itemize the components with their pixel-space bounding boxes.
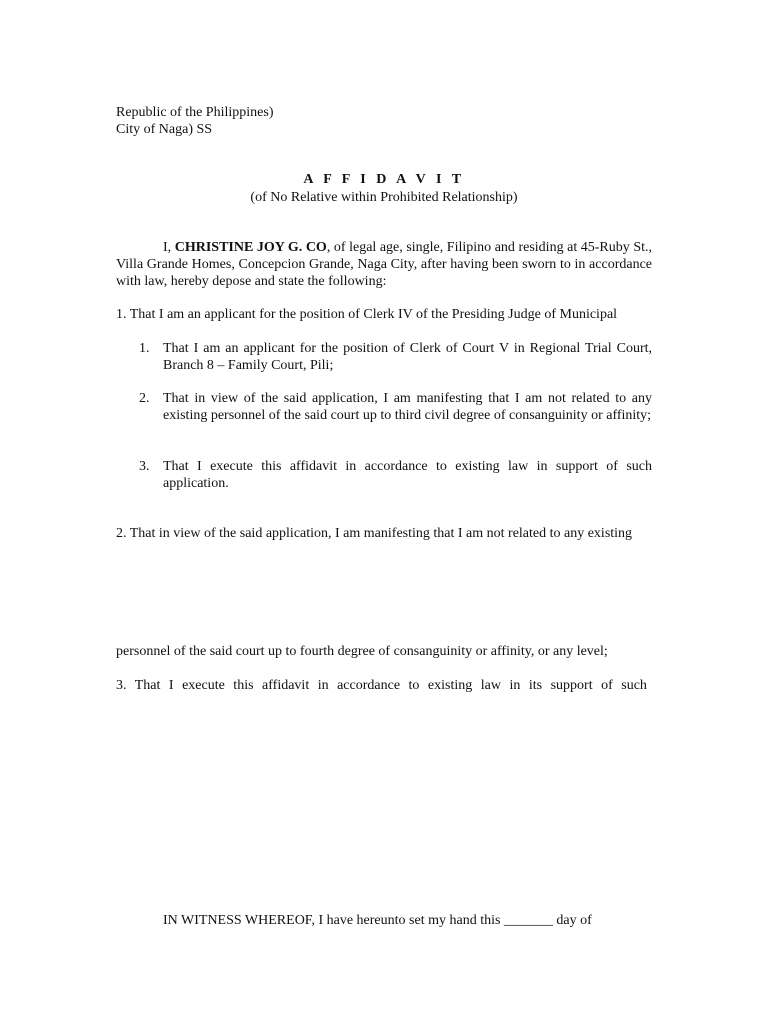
list-item-number: 1. (139, 341, 150, 356)
paragraph-2-part-1: 2. That in view of the said application, I am manifesting that I am not related to any existing (116, 526, 633, 541)
venue-city: City of Naga) SS (116, 122, 213, 137)
list-item (116, 458, 652, 492)
document-title: A F F I D A V I T (303, 172, 465, 187)
intro-rest: , of legal age, single, Filipino and residing at 45-Ruby St., Villa Grande Homes, Concepcion Grande, Naga City, after having been sworn to in accordance with law, hereby depose and state the following: (116, 240, 652, 289)
list-item-text: That I am an applicant for the position of Clerk of Court V in Regional Trial Court, Branch 8 – Family Court, Pili; (163, 341, 652, 373)
list-item-text: That I execute this affidavit in accordance to existing law in support of such application. (163, 459, 652, 491)
venue-country: Republic of the Philippines) (116, 105, 274, 120)
document-subtitle: (of No Relative within Prohibited Relationship) (250, 190, 518, 205)
list-item-number: 2. (139, 391, 150, 406)
intro-prefix: I, (163, 240, 175, 255)
list-item (116, 390, 652, 424)
venue-block (116, 104, 273, 138)
paragraph-1: 1. That I am an applicant for the position of Clerk IV of the Presiding Judge of Municipal (116, 307, 618, 322)
list-item-text: That in view of the said application, I am manifesting that I am not related to any existing personnel of the said court up to third civil degree of consanguinity or affinity; (163, 391, 652, 423)
list-item (116, 340, 652, 374)
intro-paragraph (116, 239, 652, 290)
paragraph-2-part-2: personnel of the said court up to fourth degree of consanguinity or affinity, or any level; (116, 644, 608, 659)
witness-clause: IN WITNESS WHEREOF, I have hereunto set my hand this _______ day of (163, 913, 592, 928)
list-item-number: 3. (139, 459, 150, 474)
paragraph-3: 3. That I execute this affidavit in accordance to existing law in its support of such (116, 678, 647, 693)
affiant-name: CHRISTINE JOY G. CO (174, 240, 327, 255)
